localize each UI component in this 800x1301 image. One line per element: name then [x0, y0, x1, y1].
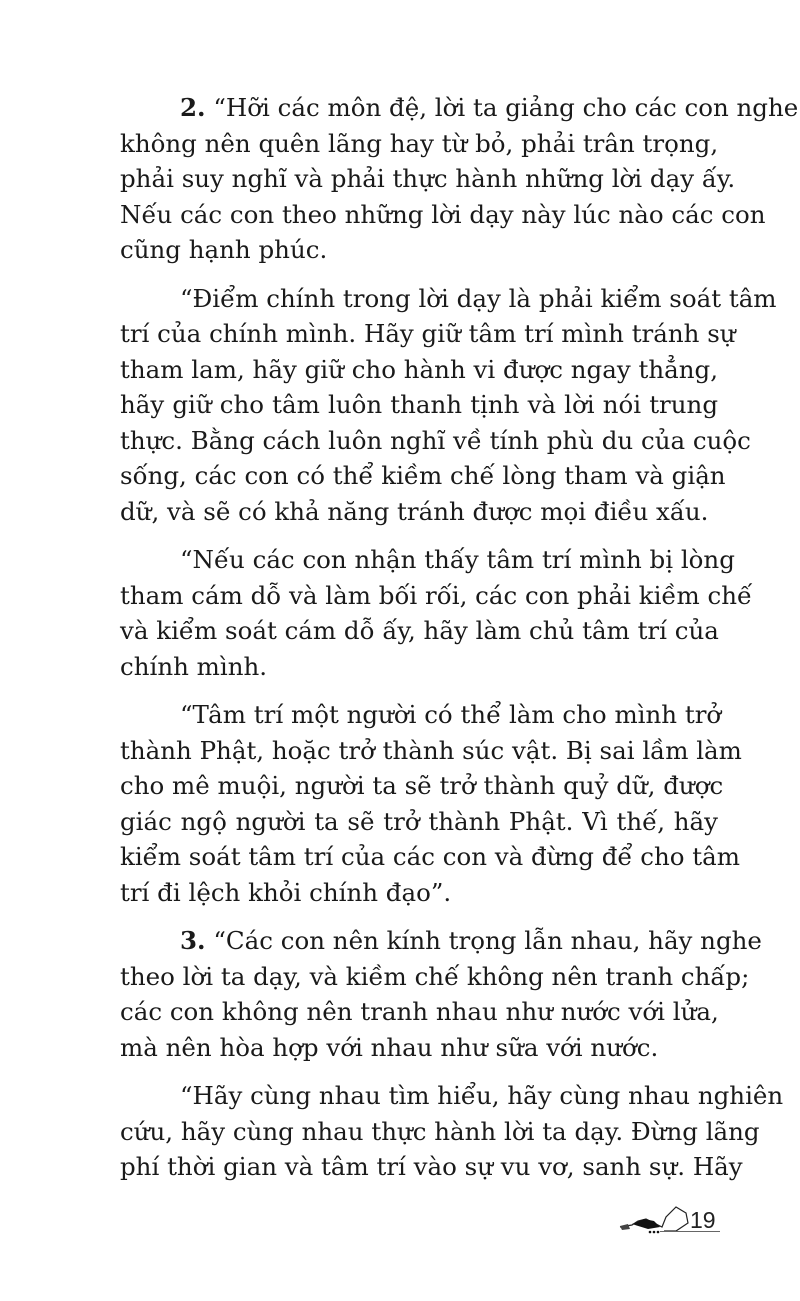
text-line [120, 423, 751, 459]
text-line [120, 959, 750, 995]
line-text: chính mình. [120, 651, 268, 681]
line-text: “Hỡi các môn đệ, lời ta giảng cho các con nghe [213, 93, 799, 122]
text-line [120, 197, 766, 233]
line-text: giác ngộ người ta sẽ trở thành Phật. Vì thế, hãy [120, 806, 718, 836]
text-line [120, 768, 724, 804]
text-line [120, 232, 718, 268]
line-text: dữ, và sẽ có khả năng tránh được mọi điều xấu. [120, 496, 709, 526]
text-line [120, 90, 799, 126]
line-text: cho mê muội, người ta sẽ trở thành quỷ dữ, được [120, 771, 724, 800]
section-number: 2. [180, 93, 206, 122]
text-line [120, 697, 722, 733]
line-text: thực. Bằng cách luôn nghĩ về tính phù du của cuộc [120, 425, 751, 455]
text-line [120, 613, 718, 649]
paragraph [120, 697, 742, 910]
paragraph [120, 542, 753, 684]
line-text: theo lời ta dạy, và kiềm chế không nên tranh chấp; [120, 961, 750, 991]
line-text: “Tâm trí một người có thể làm cho mình trở [180, 700, 722, 729]
page-number: 19 [690, 1207, 716, 1233]
line-text: tham lam, hãy giữ cho hành vi được ngay thẳng, [120, 354, 718, 384]
text-line [120, 126, 718, 162]
line-text: hãy giữ cho tâm luôn thanh tịnh và lời nói trung [120, 390, 718, 419]
line-text: và kiểm soát cám dỗ ấy, hãy làm chủ tâm trí của [120, 616, 719, 645]
line-text: trí của chính mình. Hãy giữ tâm trí mình tránh sự [120, 319, 736, 348]
line-text: “Nếu các con nhận thấy tâm trí mình bị lòng [180, 545, 735, 574]
section-number: 3. [180, 926, 206, 955]
text-line [120, 578, 753, 614]
line-text: trí đi lệch khỏi chính đạo”. [120, 877, 452, 907]
text-line [120, 923, 762, 959]
text-line [120, 542, 735, 578]
line-text: Nếu các con theo những lời dạy này lúc nào các con [120, 199, 766, 229]
line-text: “Điểm chính trong lời dạy là phải kiểm soát tâm [180, 283, 777, 313]
line-text: phí thời gian và tâm trí vào sự vu vơ, sanh sự. Hãy [120, 1152, 743, 1181]
text-line [120, 458, 726, 494]
paragraph [120, 90, 799, 268]
line-text: kiểm soát tâm trí của các con và đừng để cho tâm [120, 842, 740, 871]
text-line [120, 875, 718, 911]
text-line [120, 387, 718, 423]
text-line [120, 494, 718, 530]
line-text: “Các con nên kính trọng lẫn nhau, hãy nghe [213, 926, 762, 955]
line-text: tham cám dỗ và làm bối rối, các con phải kiềm chế [120, 580, 753, 610]
text-line [120, 1030, 718, 1066]
text-line [120, 316, 736, 352]
paragraph [120, 923, 762, 1065]
line-text: phải suy nghĩ và phải thực hành những lời dạy ấy. [120, 164, 736, 193]
line-text: các con không nên tranh nhau như nước với lửa, [120, 997, 719, 1026]
text-line [120, 1114, 760, 1150]
text-line [120, 649, 718, 685]
line-text: sống, các con có thể kiềm chế lòng tham và giận [120, 461, 726, 490]
paragraph [120, 281, 777, 530]
text-line [120, 994, 718, 1030]
text-line [120, 1078, 784, 1114]
text-line [120, 352, 718, 388]
line-text: cũng hạnh phúc. [120, 235, 328, 264]
text-line [120, 281, 777, 317]
text-line [120, 804, 718, 840]
text-line [120, 1149, 743, 1185]
line-text: không nên quên lãng hay từ bỏ, phải trân trọng, [120, 128, 719, 158]
line-text: mà nên hòa hợp với nhau như sữa với nước. [120, 1032, 659, 1062]
paragraph [120, 1078, 784, 1185]
line-text: “Hãy cùng nhau tìm hiểu, hãy cùng nhau nghiên [180, 1081, 784, 1110]
book-page-body [120, 90, 799, 1198]
text-line [120, 839, 740, 875]
line-text: thành Phật, hoặc trở thành súc vật. Bị sai lầm làm [120, 735, 742, 765]
text-line [120, 733, 742, 769]
line-text: cứu, hãy cùng nhau thực hành lời ta dạy. Đừng lãng [120, 1116, 760, 1146]
text-line [120, 161, 736, 197]
